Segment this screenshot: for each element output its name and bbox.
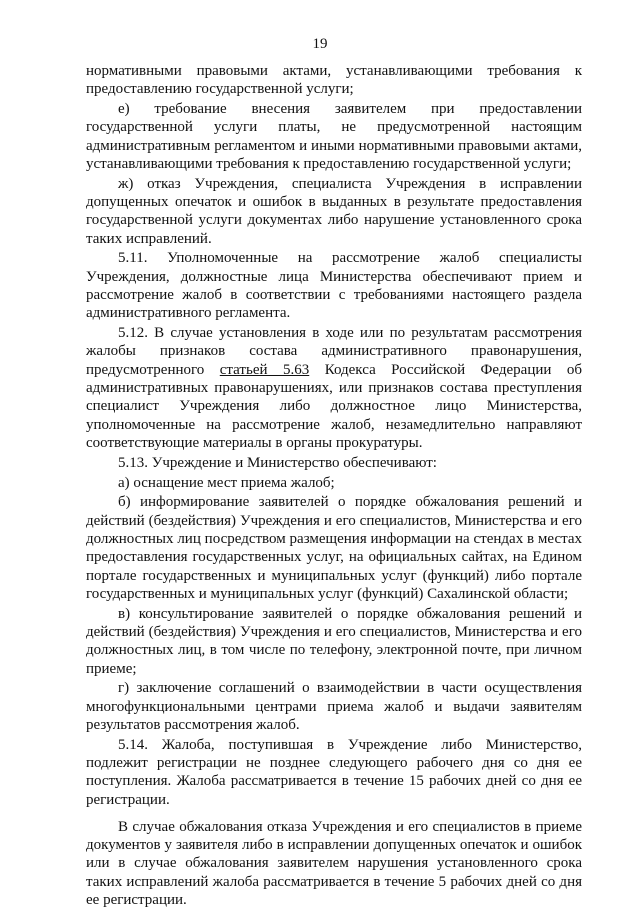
document-body <box>86 62 582 911</box>
paragraph-refusal-review: В случае обжалования отказа Учреждения и его специалистов в приеме документов у заявителя либо в исправлении допущенных опечаток и ошибок или в случае обжалования заявителем нарушения установленного срока таких исправлений жалоба рассматривается в течение 5 рабочих дней со дня ее регистрации. <box>86 818 582 909</box>
paragraph-item-e: е) требование внесения заявителем при предоставлении государственной услуги платы, не предусмотренной настоящим административным регламентом и иными нормативными правовыми актами, устанавливающими требования к предоставлению государственной услуги; <box>86 101 582 172</box>
paragraph-5-12-start: 5.12. В случае установления в ходе или по результатам рассмотрения жалобы признаков состава административного правонарушения, предусмотренного <box>86 325 582 378</box>
article-5-63-link[interactable]: статьей 5.63 <box>219 361 310 378</box>
paragraph-5-12-end: Кодекса Российской Федерации об административных правонарушениях, или признаков состава преступления специалист Учреждения либо должностное лицо Министерства, уполномоченные на рассмотрение жалоб, незамедлительно направляют соответствующие материалы в органы прокуратуры. <box>86 361 582 451</box>
paragraph-item-b: б) информирование заявителей о порядке обжалования решений и действий (бездействия) Учреждения и его специалистов, Министерства и его должностных лиц посредством размещения информации на стендах в местах предоставления государственных услуг, на официальных сайтах, на Едином портале государственных и муниципальных услуг (функций) либо портале государственных и муниципальных услуг (функций) Сахалинской области; <box>86 494 582 602</box>
paragraph-item-v: в) консультирование заявителей о порядке обжалования решений и действий (бездействия) Учреждения и его специалистов, Министерства и его должностных лиц, в том числе по телефону, электронной почте, при личном приеме; <box>86 605 582 677</box>
page-number: 19 <box>312 36 328 52</box>
paragraph-item-a: а) оснащение мест приема жалоб; <box>118 474 335 491</box>
paragraph-item-g: г) заключение соглашений о взаимодействии в части осуществления многофункциональными центрами приема жалоб и выдачи заявителям результатов рассмотрения жалоб. <box>86 680 582 733</box>
paragraph-continuation: нормативными правовыми актами, устанавливающими требования к предоставлению государственной услуги; <box>86 63 582 98</box>
paragraph-5-14: 5.14. Жалоба, поступившая в Учреждение либо Министерство, подлежит регистрации не позднее следующего рабочего дня со дня ее поступления. Жалоба рассматривается в течение 15 рабочих дней со дня ее регистрации. <box>86 736 582 808</box>
paragraph-5-11: 5.11. Уполномоченные на рассмотрение жалоб специалисты Учреждения, должностные лица Министерства обеспечивают прием и рассмотрение жалоб в соответствии с требованиями настоящего раздела административного регламента. <box>86 250 582 322</box>
paragraph-item-zh: ж) отказ Учреждения, специалиста Учреждения в исправлении допущенных опечаток и ошибок в выданных в результате предоставления государственной услуги документах либо нарушение установленного срока таких исправлений. <box>86 175 582 247</box>
paragraph-5-13: 5.13. Учреждение и Министерство обеспечивают: <box>118 454 437 471</box>
paragraph-5-12 <box>86 324 582 452</box>
